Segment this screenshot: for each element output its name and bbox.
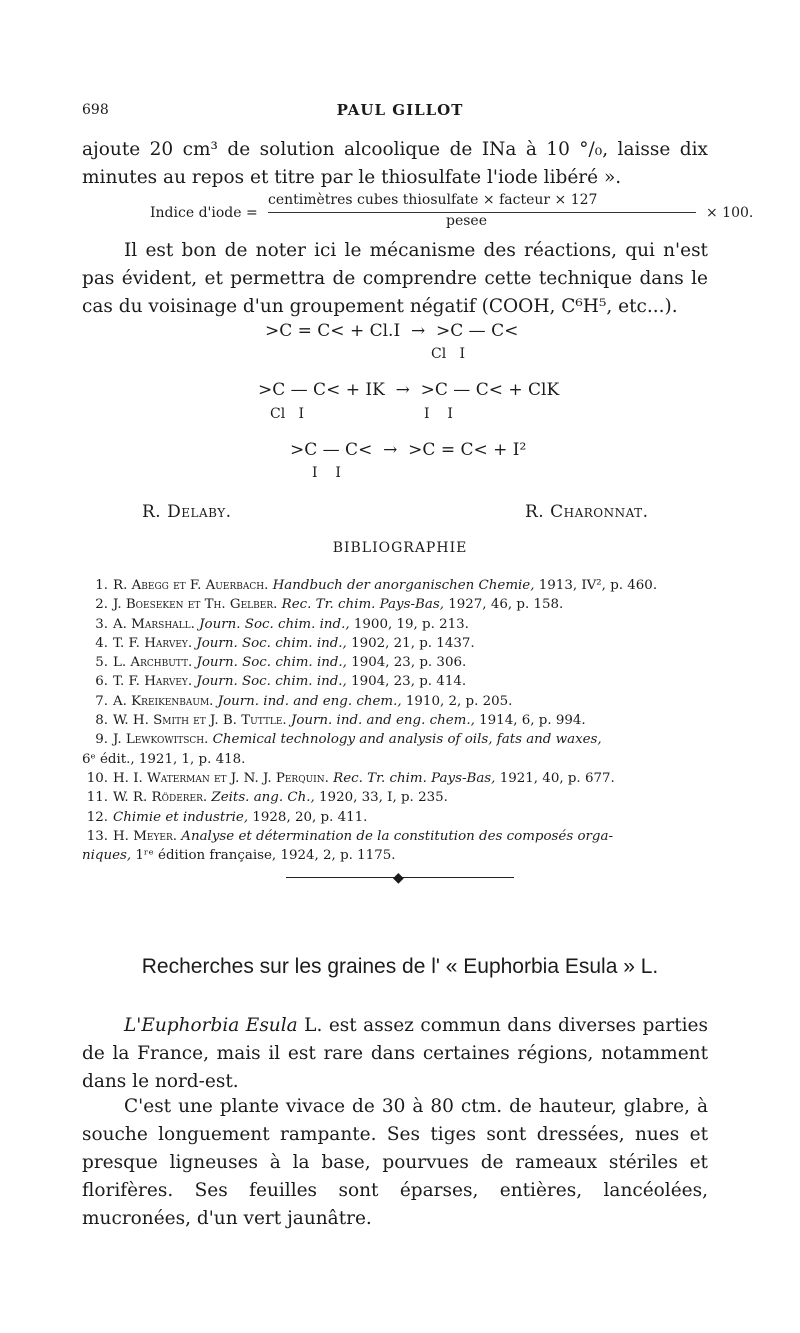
- entry-title: Journ. ind. and eng. chem.,: [217, 693, 402, 709]
- entry-number: 3.: [95, 616, 108, 632]
- running-title: PAUL GILLOT: [336, 101, 464, 119]
- entry-details: 1913, IV², p. 460.: [534, 578, 658, 593]
- bibliography-entry: [82, 711, 720, 730]
- entry-title: Rec. Tr. chim. Pays-Bas,: [333, 770, 496, 786]
- formula-label: Indice d'iode =: [150, 205, 258, 221]
- reaction-1-substituents: Cl I: [431, 346, 466, 362]
- signature-right: R. Charonnat.: [525, 502, 649, 522]
- bibliography-entry: [82, 692, 720, 711]
- bibliography-entry: [82, 595, 720, 614]
- entry-details: 1910, 2, p. 205.: [401, 693, 513, 709]
- entry-number: 5.: [95, 655, 108, 671]
- entry-number: 7.: [95, 693, 108, 709]
- bibliography-entry: [82, 827, 720, 846]
- entry-authors: H. I. Waterman et J. N. J. Perquin.: [113, 770, 329, 786]
- intro-paragraph: ajoute 20 cm³ de solution alcoolique de INa à 10 °/₀, laisse dix minutes au repos et titre par le thiosulfate l'iode libéré ».: [82, 139, 708, 188]
- entry-title: Journ. Soc. chim. ind.,: [196, 655, 347, 671]
- formula-denominator: pesee: [446, 213, 488, 229]
- bibliography-entry: [82, 788, 720, 807]
- entry-title: Zeits. ang. Ch.,: [211, 790, 315, 806]
- reaction-1: >C = C< + Cl.I → >C — C<: [265, 321, 519, 341]
- entry-number: 10.: [86, 770, 108, 786]
- entry-authors: W. H. Smith et J. B. Tuttle.: [113, 713, 287, 729]
- reaction-3-substituents: I I: [312, 465, 341, 481]
- bibliography-heading: BIBLIOGRAPHIE: [332, 540, 468, 556]
- bibliography-entry: [82, 769, 720, 788]
- entry-authors: A. Kreikenbaum.: [113, 693, 214, 709]
- reaction-2-substituents-right: I I: [424, 406, 453, 422]
- entry-number: 6.: [95, 674, 108, 690]
- bibliography-entry: [82, 634, 720, 653]
- entry-details: 1920, 33, I, p. 235.: [314, 790, 448, 806]
- entry-title-continuation: niques,: [82, 848, 132, 864]
- entry-authors: L. Archbutt.: [113, 655, 193, 671]
- entry-authors: J. Lewkowitsch.: [113, 732, 209, 748]
- reaction-2: >C — C< + IK → >C — C< + ClK: [258, 380, 560, 400]
- entry-title: Chemical technology and analysis of oils, fats and waxes,: [212, 732, 602, 748]
- bibliography-entry: [82, 808, 720, 827]
- section-paragraph-1: L'Euphorbia Esula L. est assez commun dans diverses parties de la France, mais il est rare dans certaines régions, notamment dans le nord-est.: [82, 1015, 708, 1092]
- entry-number: 8.: [95, 713, 108, 729]
- entry-number: 4.: [95, 635, 108, 651]
- entry-authors: T. F. Harvey.: [113, 635, 193, 651]
- entry-number: 9.: [95, 732, 108, 748]
- entry-details: 1928, 20, p. 411.: [248, 809, 368, 825]
- section-title: Recherches sur les graines de l' « Euphorbia Esula » L.: [141, 955, 659, 978]
- bibliography-entry-continuation: [82, 750, 720, 769]
- entry-details: 1902, 21, p. 1437.: [346, 635, 475, 651]
- mechanism-paragraph: Il est bon de noter ici le mécanisme des réactions, qui n'est pas évident, et permettra de comprendre cette technique dans le cas du voisinage d'un groupement négatif (COOH, C⁶H⁵, etc...).: [82, 240, 708, 317]
- bibliography-entry: [82, 576, 720, 595]
- entry-number: 2.: [95, 597, 108, 613]
- formula-numerator: centimètres cubes thiosulfate × facteur × 127: [268, 192, 598, 208]
- bibliography-entry: [82, 653, 720, 672]
- entry-title: Journ. Soc. chim. ind.,: [196, 674, 347, 690]
- entry-number: 13.: [86, 828, 108, 844]
- entry-details: 1914, 6, p. 994.: [474, 713, 586, 729]
- bibliography-entry: [82, 730, 720, 749]
- entry-title: Chimie et industrie,: [113, 809, 249, 825]
- entry-number: 1.: [95, 578, 108, 593]
- bibliography-entry: [82, 672, 720, 691]
- reaction-3: >C — C< → >C = C< + I²: [290, 440, 527, 460]
- entry-details-continuation: 6ᵉ édit., 1921, 1, p. 418.: [82, 751, 246, 767]
- entry-title: Journ. ind. and eng. chem.,: [290, 713, 475, 729]
- entry-authors: R. Abegg et F. Auerbach.: [113, 578, 269, 593]
- entry-details: 1927, 46, p. 158.: [443, 597, 564, 613]
- entry-number: 12.: [86, 809, 108, 825]
- entry-details: 1904, 23, p. 306.: [346, 655, 467, 671]
- entry-title: Journ. Soc. chim. ind.,: [199, 616, 350, 632]
- formula-multiplier: × 100.: [706, 205, 754, 221]
- entry-details-continuation: 1ʳᵉ édition française, 1924, 2, p. 1175.: [131, 848, 396, 864]
- bibliography-entry-continuation: [82, 846, 720, 865]
- bibliography-entry: [82, 615, 720, 634]
- entry-details: 1904, 23, p. 414.: [346, 674, 467, 690]
- section-paragraph-2: C'est une plante vivace de 30 à 80 ctm. de hauteur, glabre, à souche longuement rampante. Ses tiges sont dressées, nues et presque ligneuses à la base, pourvues de rameaux stériles et florifères. Ses feuilles sont éparses, entières, lancéolées, mucronées, d'un vert jaunâtre.: [82, 1096, 708, 1229]
- reaction-2-substituents-left: Cl I: [270, 406, 305, 422]
- entry-title: Handbuch der anorganischen Chemie,: [272, 578, 535, 593]
- entry-title: Journ. Soc. chim. ind.,: [196, 635, 347, 651]
- signature-left: R. Delaby.: [142, 502, 232, 522]
- entry-details: 1921, 40, p. 677.: [495, 770, 615, 786]
- divider-ornament-icon: ◆: [393, 870, 404, 886]
- entry-authors: T. F. Harvey.: [113, 674, 193, 690]
- entry-authors: J. Boeseken et Th. Gelber.: [113, 597, 278, 613]
- entry-authors: H. Meyer.: [113, 828, 178, 844]
- entry-number: 11.: [86, 790, 108, 806]
- entry-authors: W. R. Röderer.: [113, 790, 208, 806]
- entry-details: 1900, 19, p. 213.: [349, 616, 469, 632]
- bibliography-list: [82, 576, 720, 865]
- entry-title: Analyse et détermination de la constitution des composés orga-: [181, 828, 614, 844]
- entry-authors: A. Marshall.: [113, 616, 195, 632]
- species-name: L'Euphorbia Esula: [124, 1015, 298, 1036]
- entry-title: Rec. Tr. chim. Pays-Bas,: [281, 597, 444, 613]
- page-number: 698: [82, 102, 109, 118]
